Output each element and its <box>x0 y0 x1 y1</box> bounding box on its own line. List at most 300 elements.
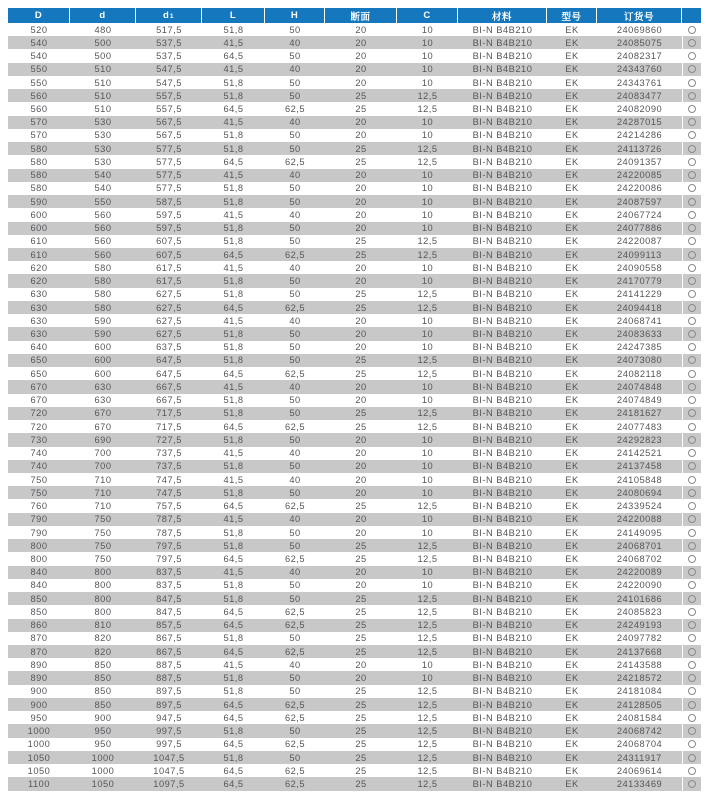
cell-value: 24097782 <box>616 633 663 644</box>
table-cell <box>597 539 682 552</box>
circle-icon <box>688 449 696 457</box>
cell-value: BI-N B4B210 <box>472 262 533 273</box>
cell-value: 580 <box>30 183 48 194</box>
table-cell <box>8 579 70 592</box>
cell-value: EK <box>565 434 579 445</box>
cell-value: 25 <box>355 606 367 617</box>
table-row <box>8 447 701 460</box>
table-cell <box>547 420 597 433</box>
cell-value: 64,5 <box>223 778 244 789</box>
table-cell <box>547 460 597 473</box>
table-cell <box>265 155 325 168</box>
cell-value: 510 <box>94 64 112 75</box>
cell-value: EK <box>565 514 579 525</box>
cell-value: 950 <box>30 712 48 723</box>
table-cell <box>202 63 265 76</box>
table-cell <box>458 579 547 592</box>
cell-value: 40 <box>289 209 301 220</box>
cell-value: 41,5 <box>223 315 244 326</box>
cell-value: BI-N B4B210 <box>472 329 533 339</box>
cell-value: 40 <box>289 37 301 48</box>
cell-value: EK <box>565 342 579 353</box>
cell-value: 480 <box>94 24 112 35</box>
cell-value: 10 <box>421 183 434 194</box>
circle-icon <box>688 383 696 391</box>
cell-value: 1100 <box>28 778 50 789</box>
table-cell <box>458 420 547 433</box>
table-cell <box>202 526 265 539</box>
cell-value: 12,5 <box>417 540 438 551</box>
cell-value: 51,8 <box>223 289 244 300</box>
table-cell <box>202 738 265 751</box>
table-cell <box>597 248 682 261</box>
cell-value: 25 <box>355 712 367 723</box>
table-cell <box>265 63 325 76</box>
table-cell <box>70 645 136 658</box>
cell-value: 547,5 <box>156 64 182 75</box>
table-cell <box>325 182 397 195</box>
table-row <box>8 566 701 579</box>
table-cell <box>202 473 265 486</box>
table-cell <box>202 142 265 155</box>
cell-value: 62,5 <box>284 765 306 776</box>
table-cell <box>202 235 265 248</box>
table-cell <box>8 751 70 764</box>
cell-value: BI-N B4B210 <box>472 580 533 591</box>
table-row <box>8 222 701 235</box>
table-cell <box>136 208 202 221</box>
table-cell <box>265 513 325 526</box>
cell-value: 64,5 <box>223 606 244 617</box>
cell-value: 10 <box>421 461 434 472</box>
table-cell <box>597 751 682 764</box>
cell-value: 810 <box>94 620 112 631</box>
cell-value: 790 <box>30 527 48 538</box>
cell-value: 750 <box>94 527 112 538</box>
table-cell <box>547 685 597 698</box>
cell-value: 20 <box>355 117 367 128</box>
table-cell <box>265 116 325 129</box>
table-cell <box>547 341 597 354</box>
table-cell <box>458 738 547 751</box>
table-cell <box>397 592 458 605</box>
cell-value: 12,5 <box>417 726 438 737</box>
table-cell <box>397 632 458 645</box>
cell-value: 720 <box>30 408 48 419</box>
cell-value: 850 <box>94 699 112 710</box>
cell-value: BI-N B4B210 <box>472 77 533 88</box>
table-cell <box>597 777 682 790</box>
table-cell <box>8 526 70 539</box>
marker-cell <box>682 63 701 76</box>
table-cell <box>202 447 265 460</box>
cell-value: 800 <box>94 580 112 591</box>
cell-value: 25 <box>355 408 367 419</box>
circle-icon <box>688 423 696 431</box>
cell-value: 50 <box>289 461 301 472</box>
table-cell <box>8 248 70 261</box>
table-cell <box>265 486 325 499</box>
table-row <box>8 327 701 340</box>
table-cell <box>547 155 597 168</box>
table-cell <box>458 777 547 790</box>
table-row <box>8 36 701 49</box>
cell-value: 64,5 <box>223 620 244 631</box>
marker-cell <box>682 222 701 235</box>
table-cell <box>397 513 458 526</box>
table-cell <box>202 195 265 208</box>
column-header-H <box>265 8 325 23</box>
table-cell <box>202 420 265 433</box>
table-cell <box>458 380 547 393</box>
marker-cell <box>682 274 701 287</box>
table-row <box>8 632 701 645</box>
table-row <box>8 49 701 62</box>
cell-value: 540 <box>30 37 48 48</box>
cell-value: 51,8 <box>223 686 244 697</box>
cell-value: 24141229 <box>616 289 663 300</box>
marker-cell <box>682 552 701 565</box>
table-cell <box>325 711 397 724</box>
table-cell <box>458 341 547 354</box>
table-cell <box>397 182 458 195</box>
circle-icon <box>688 727 696 735</box>
table-cell <box>547 671 597 684</box>
cell-value: 51,8 <box>223 673 244 684</box>
table-cell <box>8 407 70 420</box>
table-cell <box>8 645 70 658</box>
column-header-marker <box>682 8 701 23</box>
table-cell <box>136 460 202 473</box>
table-row <box>8 341 701 354</box>
cell-value: 867,5 <box>156 633 182 644</box>
cell-value: 24170779 <box>616 276 663 287</box>
cell-value: 1000 <box>91 752 115 763</box>
table-cell <box>8 327 70 340</box>
table-cell <box>136 341 202 354</box>
cell-value: 24343760 <box>616 64 663 75</box>
table-cell <box>547 724 597 737</box>
table-cell <box>136 23 202 36</box>
cell-value: 10 <box>421 196 434 207</box>
table-row <box>8 579 701 592</box>
table-cell <box>70 301 136 314</box>
cell-value: 567,5 <box>156 117 182 128</box>
marker-cell <box>682 36 701 49</box>
table-cell <box>397 76 458 89</box>
cell-value: BI-N B4B210 <box>472 765 533 776</box>
cell-value: 51,8 <box>223 77 244 88</box>
cell-value: 700 <box>94 448 112 459</box>
cell-value: 51,8 <box>223 540 244 551</box>
cell-value: 10 <box>421 381 434 392</box>
table-cell <box>70 513 136 526</box>
table-cell <box>397 261 458 274</box>
table-cell <box>547 433 597 446</box>
table-cell <box>458 671 547 684</box>
cell-value: 520 <box>30 24 48 35</box>
table-row <box>8 169 701 182</box>
cell-value: 577,5 <box>156 156 182 167</box>
table-cell <box>547 195 597 208</box>
cell-value: 20 <box>355 474 367 485</box>
table-row <box>8 235 701 248</box>
cell-value: BI-N B4B210 <box>472 143 533 154</box>
table-cell <box>397 195 458 208</box>
cell-value: 500 <box>94 51 112 62</box>
table-cell <box>325 619 397 632</box>
cell-value: EK <box>565 104 579 115</box>
cell-value: 20 <box>355 673 367 684</box>
table-cell <box>8 777 70 790</box>
cell-value: 670 <box>30 395 48 406</box>
cell-value: 560 <box>94 236 112 247</box>
table-cell <box>325 63 397 76</box>
table-cell <box>547 751 597 764</box>
cell-value: 730 <box>30 434 48 445</box>
table-row <box>8 592 701 605</box>
cell-value: 787,5 <box>156 527 182 538</box>
marker-cell <box>682 354 701 367</box>
cell-value: 40 <box>289 315 301 326</box>
table-cell <box>8 380 70 393</box>
cell-value: EK <box>565 487 579 498</box>
cell-value: 62,5 <box>284 302 306 313</box>
table-cell <box>8 89 70 102</box>
cell-value: EK <box>565 262 579 273</box>
circle-icon <box>688 171 696 179</box>
cell-value: 25 <box>355 686 367 697</box>
cell-value: BI-N B4B210 <box>472 501 533 512</box>
table-cell <box>397 301 458 314</box>
cell-value: 51,8 <box>223 130 244 141</box>
cell-value: 797,5 <box>156 540 182 551</box>
marker-cell <box>682 169 701 182</box>
table-cell <box>8 671 70 684</box>
cell-value: 710 <box>94 487 112 498</box>
table-cell <box>458 327 547 340</box>
marker-cell <box>682 341 701 354</box>
table-cell <box>136 116 202 129</box>
table-cell <box>325 208 397 221</box>
table-cell <box>8 36 70 49</box>
table-cell <box>265 499 325 512</box>
table-cell <box>597 433 682 446</box>
cell-value: 550 <box>30 64 48 75</box>
cell-value: 10 <box>421 37 434 48</box>
table-cell <box>597 566 682 579</box>
column-header-D <box>8 8 70 23</box>
table-cell <box>202 499 265 512</box>
table-cell <box>397 460 458 473</box>
cell-value: 64,5 <box>223 421 244 432</box>
cell-value: 64,5 <box>223 553 244 564</box>
table-cell <box>325 155 397 168</box>
cell-value: 24101686 <box>616 593 663 604</box>
cell-value: 667,5 <box>156 395 182 406</box>
table-cell <box>547 182 597 195</box>
column-header-section <box>325 8 397 23</box>
circle-icon <box>688 754 696 762</box>
table-cell <box>597 685 682 698</box>
table-cell <box>547 473 597 486</box>
table-cell <box>325 36 397 49</box>
table-cell <box>265 592 325 605</box>
table-cell <box>397 473 458 486</box>
cell-value: 24247385 <box>616 342 663 353</box>
table-cell <box>458 235 547 248</box>
table-cell <box>136 592 202 605</box>
table-row <box>8 89 701 102</box>
table-cell <box>136 367 202 380</box>
circle-icon <box>688 634 696 642</box>
table-cell <box>136 513 202 526</box>
cell-value: 50 <box>289 593 301 604</box>
column-header-label: 订货号 <box>623 11 654 23</box>
table-cell <box>70 473 136 486</box>
table-cell <box>202 711 265 724</box>
cell-value: 690 <box>94 434 112 445</box>
cell-value: BI-N B4B210 <box>472 527 533 538</box>
column-header-subscript: 1 <box>169 13 174 21</box>
cell-value: EK <box>565 567 579 578</box>
cell-value: 620 <box>30 276 48 287</box>
table-cell <box>458 36 547 49</box>
table-cell <box>325 248 397 261</box>
cell-value: 24214286 <box>616 130 663 141</box>
table-cell <box>136 63 202 76</box>
table-cell <box>597 116 682 129</box>
table-cell <box>70 460 136 473</box>
table-cell <box>325 764 397 777</box>
cell-value: EK <box>565 368 579 379</box>
cell-value: 20 <box>355 223 367 234</box>
cell-value: 40 <box>289 659 301 670</box>
cell-value: 24085075 <box>616 37 663 48</box>
cell-value: EK <box>565 355 579 366</box>
cell-value: 24137668 <box>616 646 663 657</box>
table-cell <box>325 407 397 420</box>
cell-value: 50 <box>289 355 301 366</box>
table-cell <box>202 460 265 473</box>
table-cell <box>136 129 202 142</box>
table-cell <box>597 605 682 618</box>
cell-value: EK <box>565 236 579 247</box>
table-cell <box>8 447 70 460</box>
circle-icon <box>688 304 696 312</box>
table-cell <box>202 76 265 89</box>
table-cell <box>136 539 202 552</box>
table-cell <box>8 513 70 526</box>
table-cell <box>70 288 136 301</box>
table-cell <box>70 102 136 115</box>
cell-value: 617,5 <box>156 276 182 287</box>
cell-value: 25 <box>355 699 367 710</box>
table-cell <box>597 526 682 539</box>
cell-value: 530 <box>94 156 112 167</box>
cell-value: BI-N B4B210 <box>472 606 533 617</box>
cell-value: 900 <box>30 686 48 697</box>
cell-value: 10 <box>421 64 434 75</box>
table-cell <box>547 327 597 340</box>
cell-value: 627,5 <box>156 329 182 339</box>
table-cell <box>325 592 397 605</box>
table-cell <box>597 76 682 89</box>
cell-value: EK <box>565 170 579 181</box>
table-cell <box>70 632 136 645</box>
table-cell <box>202 261 265 274</box>
table-cell <box>70 526 136 539</box>
table-cell <box>70 49 136 62</box>
table-row <box>8 274 701 287</box>
cell-value: 24073080 <box>616 355 663 366</box>
cell-value: EK <box>565 421 579 432</box>
circle-icon <box>688 661 696 669</box>
table-cell <box>325 23 397 36</box>
table-cell <box>458 513 547 526</box>
circle-icon <box>688 740 696 748</box>
cell-value: 50 <box>289 434 301 445</box>
cell-value: 560 <box>30 104 48 115</box>
table-cell <box>547 499 597 512</box>
cell-value: 24083477 <box>616 90 663 101</box>
table-cell <box>8 195 70 208</box>
cell-value: 20 <box>355 342 367 353</box>
cell-value: 517,5 <box>156 24 182 35</box>
cell-value: 900 <box>30 699 48 710</box>
table-cell <box>265 605 325 618</box>
cell-value: 24292823 <box>616 434 663 445</box>
cell-value: 12,5 <box>417 699 438 710</box>
cell-value: 557,5 <box>156 104 182 115</box>
cell-value: EK <box>565 130 579 141</box>
cell-value: 24068741 <box>616 315 663 326</box>
table-cell <box>265 619 325 632</box>
cell-value: 10 <box>421 130 434 141</box>
cell-value: EK <box>565 474 579 485</box>
table-cell <box>265 698 325 711</box>
cell-value: 20 <box>355 461 367 472</box>
table-cell <box>8 420 70 433</box>
table-cell <box>458 658 547 671</box>
table-cell <box>547 658 597 671</box>
table-row <box>8 155 701 168</box>
cell-value: 12,5 <box>417 90 438 101</box>
table-cell <box>136 354 202 367</box>
cell-value: 997,5 <box>156 726 182 737</box>
marker-cell <box>682 195 701 208</box>
table-cell <box>597 658 682 671</box>
table-cell <box>8 566 70 579</box>
cell-value: 51,8 <box>223 329 244 339</box>
cell-value: 40 <box>289 514 301 525</box>
table-cell <box>597 738 682 751</box>
table-cell <box>597 407 682 420</box>
table-cell <box>70 380 136 393</box>
cell-value: 20 <box>355 77 367 88</box>
cell-value: EK <box>565 315 579 326</box>
cell-value: 10 <box>421 527 434 538</box>
header-row <box>8 8 701 23</box>
table-cell <box>458 274 547 287</box>
cell-value: 24220085 <box>616 170 663 181</box>
table-cell <box>136 76 202 89</box>
cell-value: 530 <box>94 130 112 141</box>
circle-icon <box>688 224 696 232</box>
table-cell <box>8 552 70 565</box>
table-cell <box>597 447 682 460</box>
cell-value: 640 <box>30 342 48 353</box>
